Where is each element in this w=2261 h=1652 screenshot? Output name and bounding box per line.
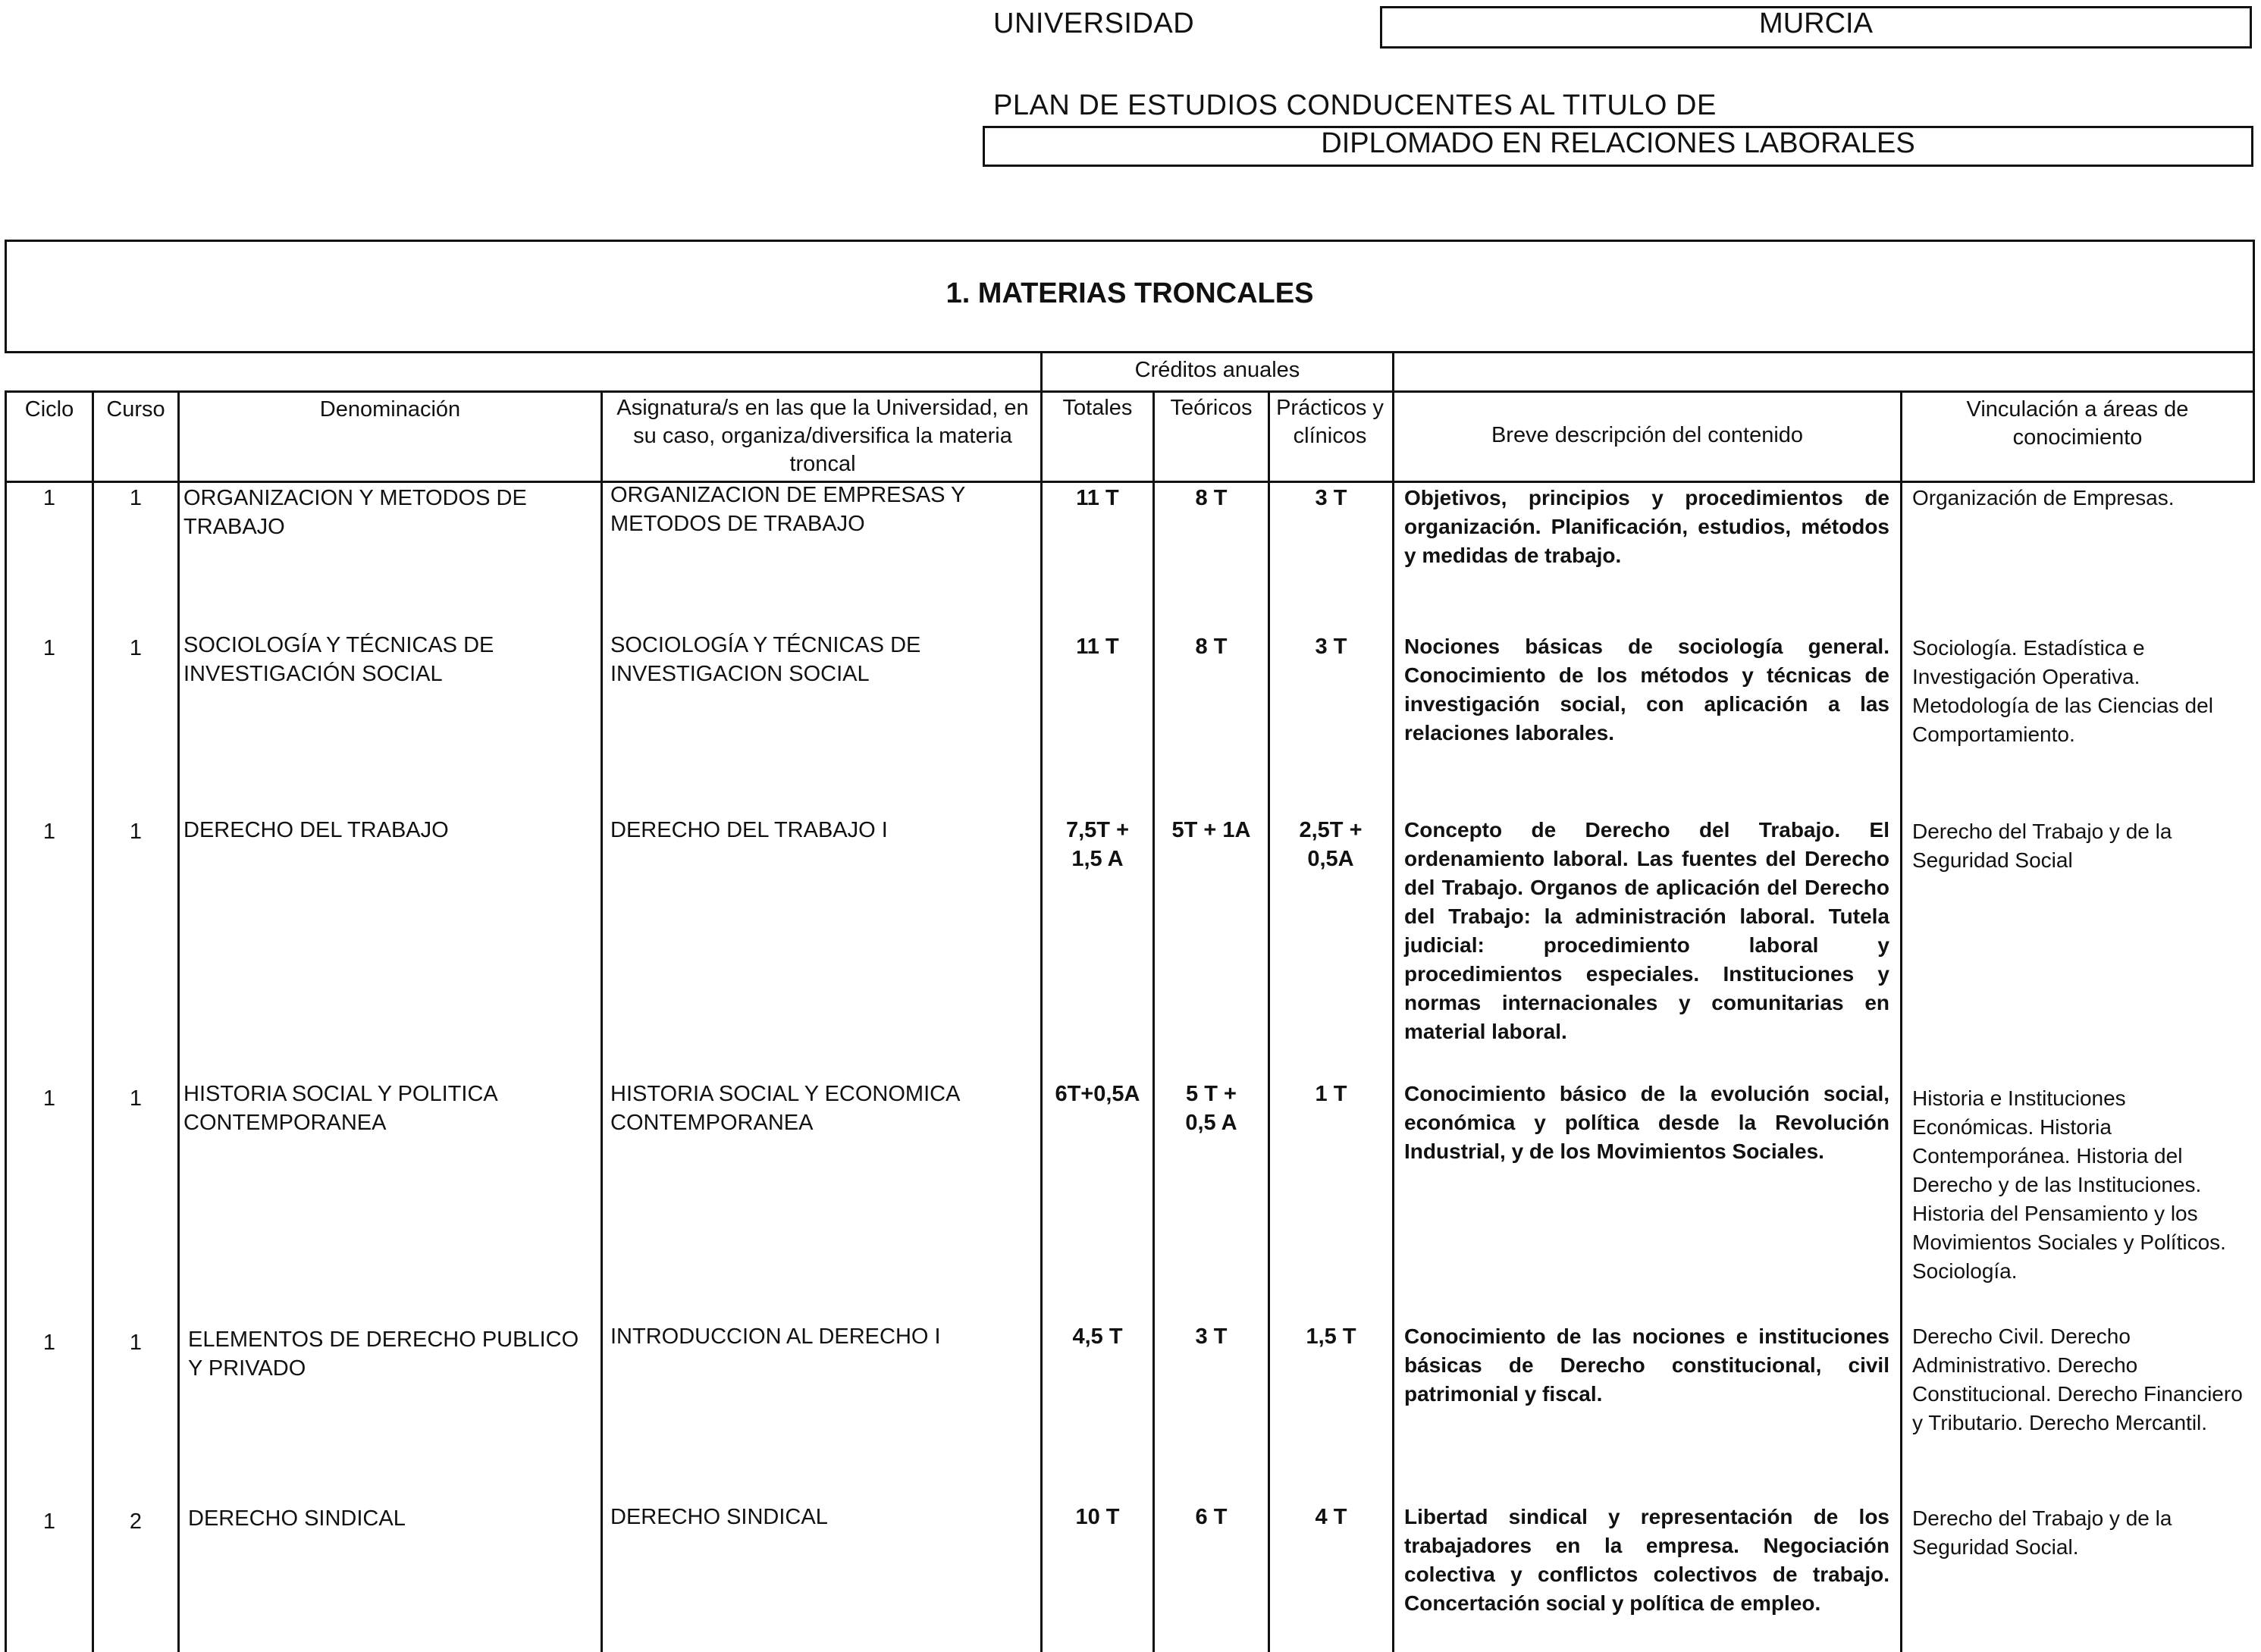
cell-curso: 1 — [129, 486, 143, 510]
cell-teoricos: 3 T — [1195, 1324, 1228, 1349]
cell-asignatura: DERECHO SINDICAL — [610, 1505, 828, 1529]
col-header-totales: Totales — [1062, 396, 1133, 420]
col-line-4 — [1040, 351, 1043, 1652]
col-header-asignatura: Asignatura/s en las que la Universidad, en su caso, organiza/diversifica la materia troncal — [616, 396, 1029, 476]
universidad-label: UNIVERSIDAD — [993, 8, 1195, 39]
cell-asignatura: ORGANIZACION DE EMPRESAS Y METODOS DE TRABAJO — [610, 483, 965, 536]
cell-asignatura: HISTORIA SOCIAL Y ECONOMICA CONTEMPORANEA — [610, 1082, 959, 1135]
cell-denominacion: SOCIOLOGÍA Y TÉCNICAS DE INVESTIGACIÓN SOCIAL — [183, 633, 494, 686]
cell-practicos: 3 T — [1315, 635, 1347, 659]
col-line-5 — [1152, 390, 1155, 1652]
cell-ciclo: 1 — [42, 1331, 56, 1355]
cell-vinculacion: Organización de Empresas. — [1912, 486, 2175, 509]
col-header-practicos: Prácticos y clínicos — [1276, 396, 1384, 448]
cell-totales: 10 T — [1075, 1505, 1120, 1529]
cell-curso: 1 — [129, 1331, 143, 1355]
section-title: 1. MATERIAS TRONCALES — [945, 277, 1314, 309]
cell-ciclo: 1 — [42, 820, 56, 844]
cell-asignatura: DERECHO DEL TRABAJO I — [610, 818, 888, 842]
table-border-right — [2253, 240, 2255, 482]
cell-asignatura: INTRODUCCION AL DERECHO I — [610, 1324, 941, 1349]
cell-descripcion: Conocimiento de las nociones e instituciones básicas de Derecho constitucional, civil patrimonial y fiscal. — [1404, 1324, 1889, 1406]
cell-teoricos: 8 T — [1195, 486, 1228, 510]
cell-totales: 7,5T + 1,5 A — [1065, 818, 1130, 871]
group-separator — [5, 390, 2255, 393]
cell-teoricos: 6 T — [1195, 1505, 1228, 1529]
cell-ciclo: 1 — [42, 1086, 56, 1111]
col-line-6 — [1268, 390, 1270, 1652]
cell-totales: 11 T — [1076, 635, 1119, 659]
cell-denominacion: DERECHO SINDICAL — [188, 1506, 406, 1531]
cell-ciclo: 1 — [42, 636, 56, 660]
cell-practicos: 1 T — [1315, 1082, 1347, 1106]
cell-practicos: 4 T — [1315, 1505, 1347, 1529]
cell-vinculacion: Derecho del Trabajo y de la Seguridad Social — [1912, 820, 2172, 872]
col-header-descripcion: Breve descripción del contenido — [1491, 423, 1804, 447]
cell-vinculacion: Derecho del Trabajo y de la Seguridad Social. — [1912, 1506, 2172, 1559]
cell-denominacion: ORGANIZACION Y METODOS DE TRABAJO — [183, 486, 527, 539]
cell-totales: 4,5 T — [1072, 1324, 1123, 1349]
cell-practicos: 1,5 T — [1306, 1324, 1356, 1349]
cell-ciclo: 1 — [42, 1509, 56, 1534]
col-line-2 — [177, 390, 180, 1652]
cell-practicos: 3 T — [1315, 486, 1347, 510]
cell-totales: 11 T — [1076, 486, 1119, 510]
col-line-8 — [1900, 390, 1902, 1652]
cell-ciclo: 1 — [42, 486, 56, 510]
cell-denominacion: ELEMENTOS DE DERECHO PUBLICO Y PRIVADO — [188, 1328, 579, 1381]
cell-descripcion: Nociones básicas de sociología general. Conocimiento de los métodos y técnicas de investigación social, con aplicación a las relaciones laborales. — [1404, 635, 1889, 744]
cell-vinculacion: Derecho Civil. Derecho Administrativo. Derecho Constitucional. Derecho Financiero y Tributario. Derecho Mercantil. — [1912, 1324, 2243, 1434]
title-separator — [5, 351, 2255, 353]
col-line-3 — [601, 390, 603, 1652]
col-header-curso: Curso — [106, 397, 165, 422]
cell-curso: 2 — [129, 1509, 143, 1534]
col-line-7 — [1392, 351, 1394, 1652]
plan-label: PLAN DE ESTUDIOS CONDUCENTES AL TITULO DE — [993, 89, 1717, 121]
col-line-0 — [5, 390, 7, 1652]
cell-denominacion: HISTORIA SOCIAL Y POLITICA CONTEMPORANEA — [183, 1082, 497, 1135]
cell-totales: 6T+0,5A — [1055, 1082, 1140, 1106]
cell-descripcion: Libertad sindical y representación de los trabajadores en la empresa. Negociación colectiva y conflictos colectivos de trabajo. Concertación social y política de empleo. — [1404, 1505, 1889, 1615]
col-header-vinculacion: Vinculación a áreas de conocimiento — [1966, 397, 2189, 450]
cell-teoricos: 5 T + 0,5 A — [1185, 1082, 1237, 1135]
col-header-denominacion: Denominación — [319, 397, 461, 422]
cell-curso: 1 — [129, 1086, 143, 1111]
cell-asignatura: SOCIOLOGÍA Y TÉCNICAS DE INVESTIGACION SOCIAL — [610, 633, 921, 686]
col-header-ciclo: Ciclo — [24, 397, 74, 422]
cell-curso: 1 — [129, 820, 143, 844]
table-border-top — [5, 240, 2255, 242]
cell-teoricos: 8 T — [1195, 635, 1228, 659]
cell-descripcion: Conocimiento básico de la evolución social, económica y política desde la Revolución Industrial, y de los Movimientos Sociales. — [1404, 1082, 1889, 1163]
col-header-teoricos: Teóricos — [1170, 396, 1253, 420]
universidad-value-box: MURCIA — [1380, 6, 2252, 49]
cell-descripcion: Concepto de Derecho del Trabajo. El ordenamiento laboral. Las fuentes del Derecho del Trabajo. Organos de aplicación del Derecho del Trabajo: la administración laboral. Tutela judicial: procedimiento laboral y procedimientos especiales. Instituciones y normas internacionales y comunitarias en material laboral. — [1404, 818, 1889, 1043]
col-line-1 — [92, 390, 94, 1652]
cell-descripcion: Objetivos, principios y procedimientos de organización. Planificación, estudios, métodos y medidas de trabajo. — [1404, 486, 1889, 567]
header-bottom — [5, 481, 2255, 483]
cell-practicos: 2,5T + 0,5A — [1299, 818, 1363, 871]
creditos-group-header: Créditos anuales — [1134, 358, 1300, 382]
cell-curso: 1 — [129, 636, 143, 660]
titulo-value-box: DIPLOMADO EN RELACIONES LABORALES — [983, 126, 2253, 167]
cell-teoricos: 5T + 1A — [1171, 818, 1251, 842]
cell-vinculacion: Sociología. Estadística e Investigación Operativa. Metodología de las Ciencias del Comportamiento. — [1912, 636, 2213, 746]
cell-denominacion: DERECHO DEL TRABAJO — [183, 818, 449, 842]
cell-vinculacion: Historia e Instituciones Económicas. Historia Contemporánea. Historia del Derecho y de las Instituciones. Historia del Pensamiento y los Movimientos Sociales y Políticos. Sociología. — [1912, 1086, 2226, 1283]
